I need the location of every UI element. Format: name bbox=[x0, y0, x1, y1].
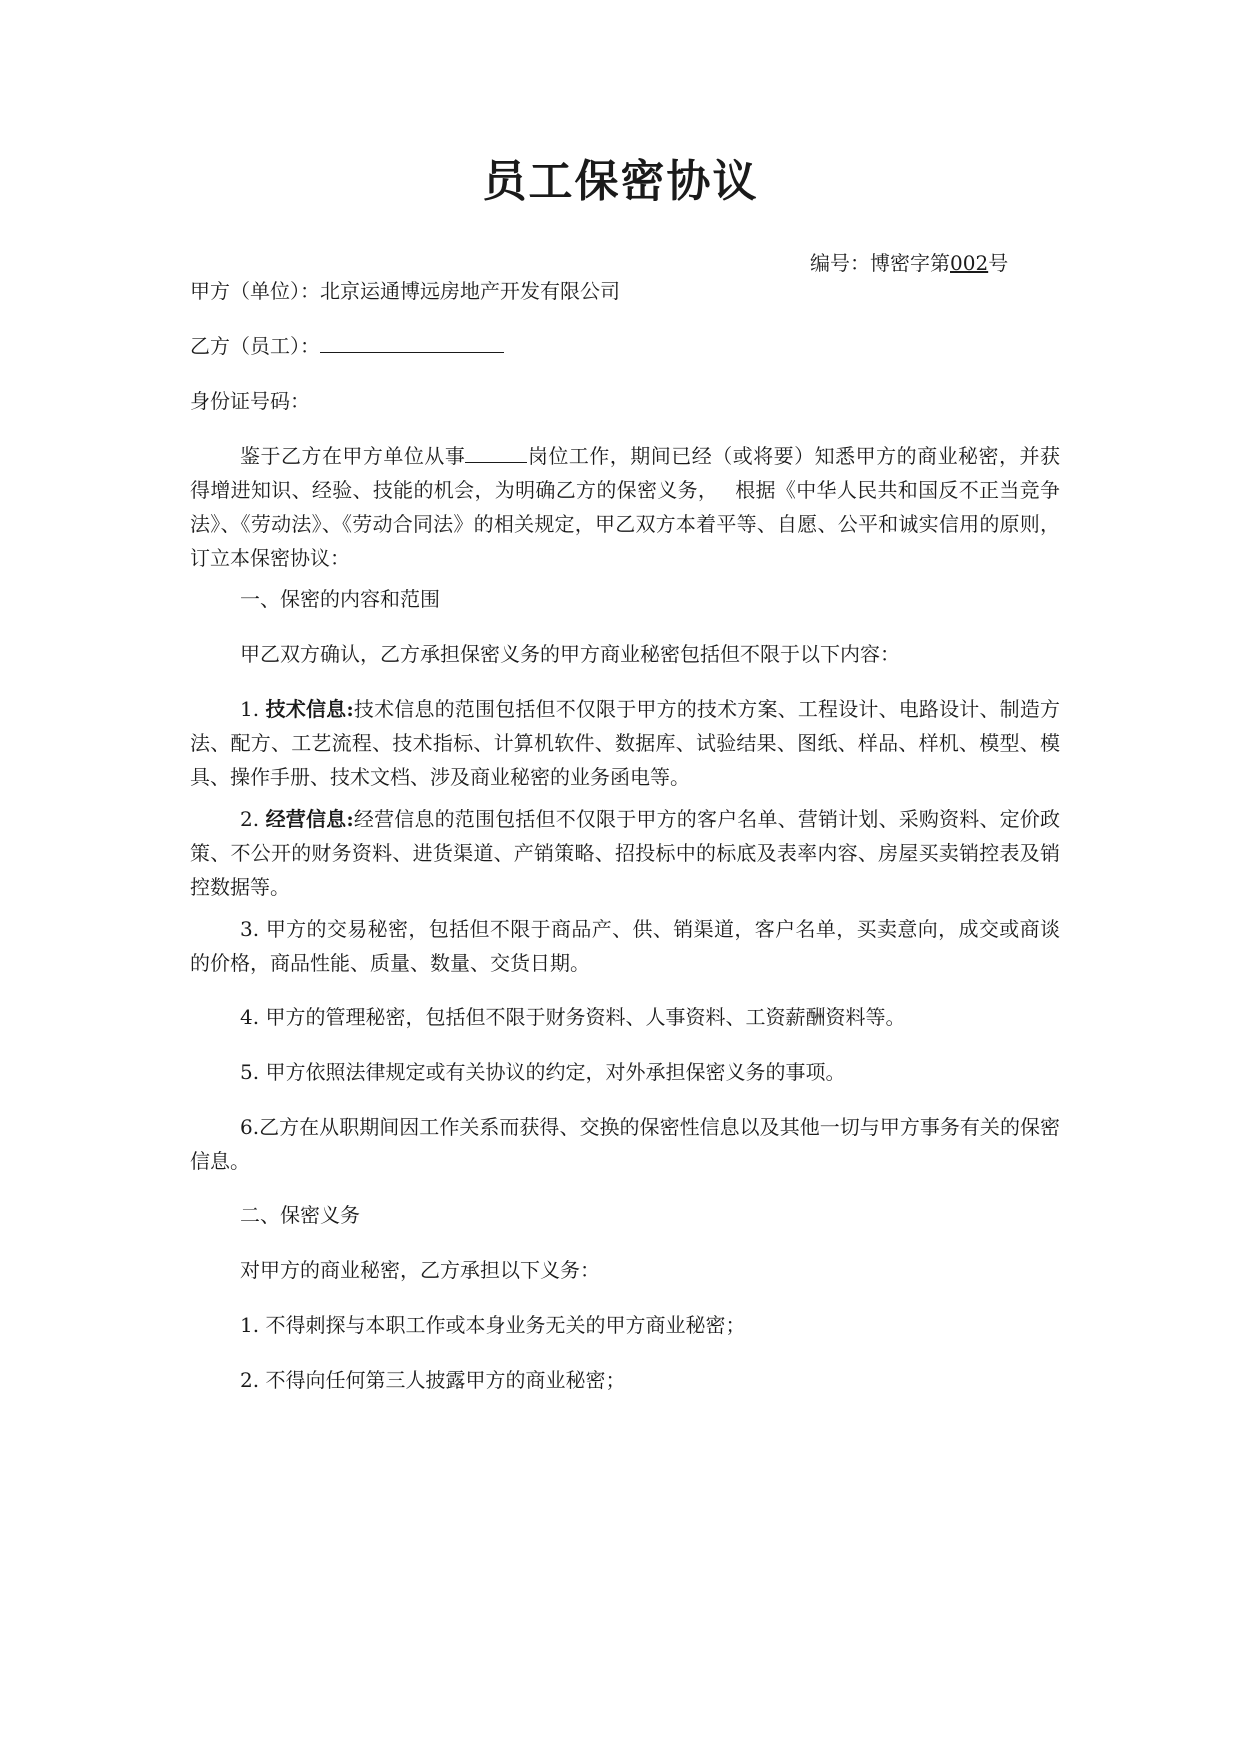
preamble-part2: 岗位工作，期间已经（或将要）知悉甲方的商业秘密，并获得增进知识、经验、技能的机会，为明确乙方的保密义务， 根据《中华人民共和国反不正当竞争法》、《劳动法》、《劳动合同法》的相关规定，甲乙双方本着平等、自愿、公平和诚实信用的原则，订立本保密协议： bbox=[190, 444, 1061, 570]
item-text: 甲方的交易秘密，包括但不限于商品产、供、销渠道，客户名单，买卖意向，成交或商谈的价格，商品性能、质量、数量、交货日期。 bbox=[190, 917, 1060, 975]
id-number-line: 身份证号码： bbox=[190, 389, 310, 413]
item-number: 6. bbox=[240, 1115, 260, 1139]
document-number-value: 002 bbox=[950, 251, 989, 275]
item-number: 1. bbox=[240, 697, 266, 721]
document-number-suffix: 号 bbox=[988, 251, 1009, 275]
item-number: 5. bbox=[240, 1060, 266, 1084]
item-number: 2. bbox=[240, 1368, 266, 1392]
section2-intro: 对甲方的商业秘密，乙方承担以下义务： bbox=[240, 1258, 600, 1282]
item-label: 经营信息: bbox=[265, 807, 354, 831]
party-b-blank bbox=[320, 330, 504, 353]
position-blank bbox=[465, 440, 527, 463]
item-text: 技术信息的范围包括但不仅限于甲方的技术方案、工程设计、电路设计、制造方法、配方、工艺流程、技术指标、计算机软件、数据库、试验结果、图纸、样品、样机、模型、模具、操作手册、技术文档、涉及商业秘密的业务函电等。 bbox=[190, 697, 1060, 789]
item-text: 经营信息的范围包括但不仅限于甲方的客户名单、营销计划、采购资料、定价政策、不公开的财务资料、进货渠道、产销策略、招投标中的标底及表率内容、房屋买卖销控表及销控数据等。 bbox=[190, 807, 1060, 899]
party-b-label: 乙方（员工）： bbox=[190, 334, 320, 358]
item-label: 技术信息: bbox=[265, 697, 354, 721]
section1-item-6 bbox=[190, 1110, 1060, 1178]
item-number: 1. bbox=[240, 1313, 266, 1337]
item-text: 不得刺探与本职工作或本身业务无关的甲方商业秘密； bbox=[265, 1313, 746, 1337]
item-text: 甲方依照法律规定或有关协议的约定，对外承担保密义务的事项。 bbox=[265, 1060, 846, 1084]
item-text: 甲方的管理秘密，包括但不限于财务资料、人事资料、工资薪酬资料等。 bbox=[265, 1005, 906, 1029]
section1-intro: 甲乙双方确认，乙方承担保密义务的甲方商业秘密包括但不限于以下内容： bbox=[240, 642, 900, 666]
section1-heading: 一、保密的内容和范围 bbox=[240, 587, 440, 611]
item-number: 3. bbox=[240, 917, 266, 941]
document-title: 员工保密协议 bbox=[482, 156, 759, 207]
party-a-line: 甲方（单位）：北京运通博远房地产开发有限公司 bbox=[190, 279, 620, 303]
section1-item-2 bbox=[190, 802, 1060, 904]
section1-item-5 bbox=[190, 1055, 1060, 1089]
item-text: 不得向任何第三人披露甲方的商业秘密； bbox=[265, 1368, 626, 1392]
item-text: 乙方在从职期间因工作关系而获得、交换的保密性信息以及其他一切与甲方事务有关的保密信息。 bbox=[190, 1115, 1060, 1173]
party-b-line bbox=[190, 329, 1060, 363]
preamble-paragraph bbox=[190, 439, 1060, 575]
section1-item-3 bbox=[190, 912, 1060, 980]
section2-item-1 bbox=[240, 1308, 1060, 1342]
item-number: 2. bbox=[240, 807, 266, 831]
preamble-part1: 鉴于乙方在甲方单位从事 bbox=[240, 444, 466, 468]
section1-item-1 bbox=[190, 692, 1060, 794]
item-number: 4. bbox=[240, 1005, 266, 1029]
section2-heading: 二、保密义务 bbox=[240, 1203, 360, 1227]
section1-item-4 bbox=[190, 1000, 1060, 1034]
section2-item-2 bbox=[240, 1363, 1060, 1397]
document-number-prefix: 编号：博密字第 bbox=[810, 251, 950, 275]
